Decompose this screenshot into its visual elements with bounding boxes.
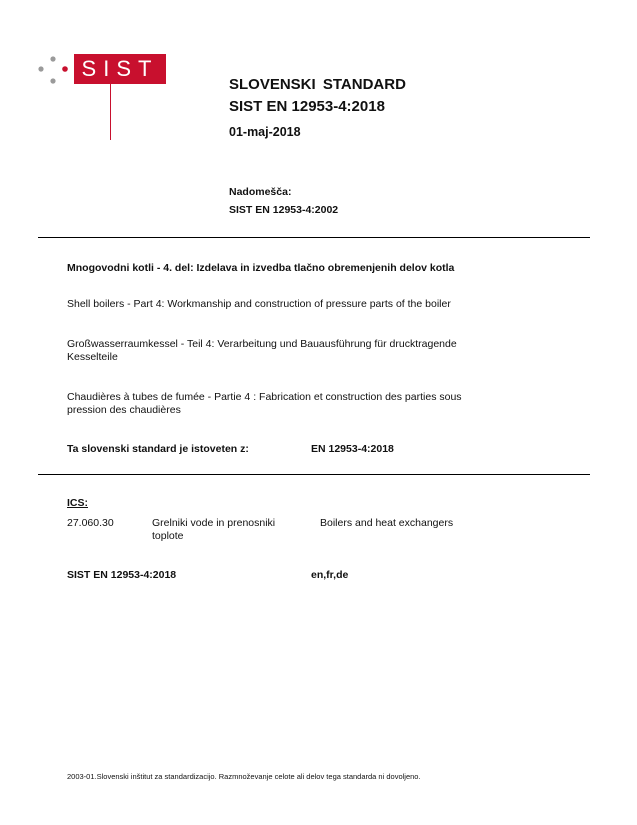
title-de-line1: Großwasserraumkessel - Teil 4: Verarbeitung und Bauausführung für drucktragende — [67, 338, 457, 350]
summary-languages: en,fr,de — [311, 569, 349, 581]
logo-dots-icon — [36, 54, 70, 88]
title-fr-line1: Chaudières à tubes de fumée - Partie 4 : Fabrication et construction des parties sous — [67, 391, 462, 403]
standard-heading: SLOVENSKI STANDARD — [229, 76, 406, 93]
summary-code: SIST EN 12953-4:2018 — [67, 569, 177, 581]
divider-bottom — [38, 474, 590, 475]
copyright-footer: 2003-01.Slovenski inštitut za standardizacijo. Razmnoževanje celote ali delov tega standarda ni dovoljeno. — [67, 772, 421, 781]
identical-label: Ta slovenski standard je istoveten z: — [67, 443, 249, 455]
publication-date: 01-maj-2018 — [229, 125, 301, 139]
ics-description-sl-line2: toplote — [152, 530, 184, 542]
divider-top — [38, 237, 590, 238]
ics-label: ICS: — [67, 497, 88, 509]
ics-description-sl — [152, 517, 312, 543]
sist-logo: SIST — [74, 54, 166, 84]
title-sl: Mnogovodni kotli - 4. del: Izdelava in izvedba tlačno obremenjenih delov kotla — [67, 262, 455, 274]
ics-description-sl-line1: Grelniki vode in prenosniki — [152, 517, 276, 529]
title-en: Shell boilers - Part 4: Workmanship and construction of pressure parts of the boiler — [67, 298, 451, 310]
logo-divider — [110, 84, 111, 140]
standard-code: SIST EN 12953-4:2018 — [229, 98, 385, 115]
identical-value: EN 12953-4:2018 — [311, 443, 394, 455]
replaces-label: Nadomešča: — [229, 186, 292, 198]
ics-code: 27.060.30 — [67, 517, 114, 529]
title-fr-line2: pression des chaudières — [67, 404, 181, 416]
replaces-value: SIST EN 12953-4:2002 — [229, 204, 339, 216]
ics-description-en: Boilers and heat exchangers — [320, 517, 454, 529]
title-de-line2: Kesselteile — [67, 351, 118, 363]
